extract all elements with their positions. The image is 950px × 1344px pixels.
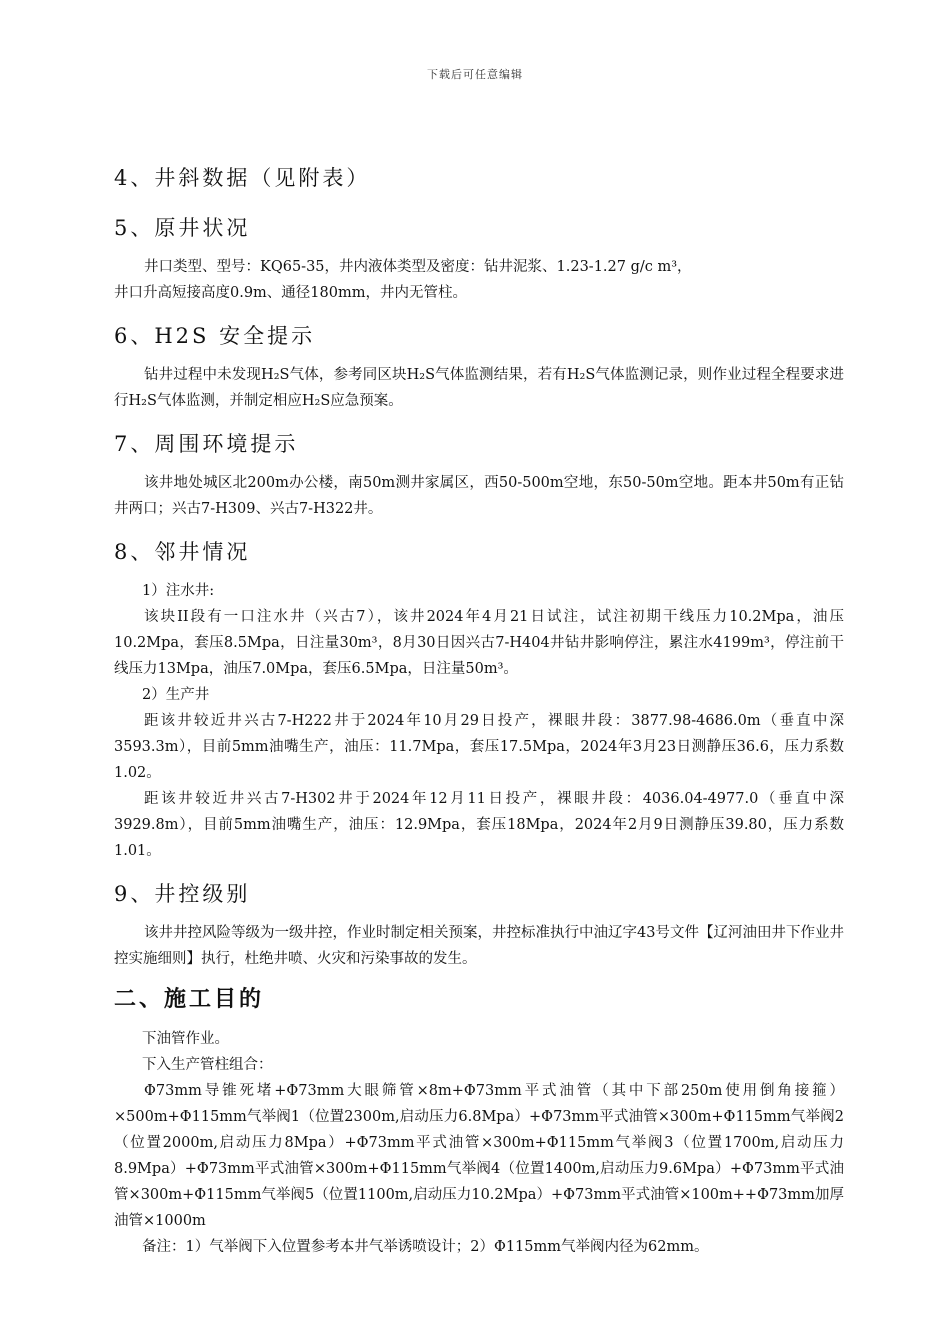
section-9-para-1: 该井井控风险等级为一级井控，作业时制定相关预案，井控标准执行中油辽字43号文件【辽河油田井下作业井控实施细则】执行，杜绝井喷、火灾和污染事故的发生。 <box>114 925 844 967</box>
section-8-title: 8、邻井情况 <box>114 540 251 564</box>
section-8-para-2: 距该井较近井兴古7-H222井于2024年10月29日投产，裸眼井段：3877.98-4686.0m（垂直中深3593.3m），目前5mm油嘴生产，油压：11.7Mpa，套压17.5Mpa，2024年3月23日测静压36.6，压力系数1.02。 <box>114 713 844 781</box>
section-7-title: 7、周围环境提示 <box>114 432 299 456</box>
document-body <box>114 162 844 1260</box>
section-8-para-1: 该块II段有一口注水井（兴古7），该井2024年4月21日试注，试注初期干线压力10.2Mpa，油压10.2Mpa，套压8.5Mpa，日注量30m³，8月30日因兴古7-H404井钻井影响停注，累注水4199m³，停注前干线压力13Mpa，油压7.0Mpa，套压6.5Mpa，日注量50m³。 <box>114 609 844 677</box>
section-8-sub-2: 2）生产井 <box>142 687 210 703</box>
section-7-para-1: 该井地处城区北200m办公楼，南50m测井家属区，西50-500m空地，东50-50m空地。距本井50m有正钻井两口；兴古7-H309、兴古7-H322井。 <box>114 475 844 517</box>
section-9-title: 9、井控级别 <box>114 882 251 906</box>
section-8-para-3: 距该井较近井兴古7-H302井于2024年12月11日投产，裸眼井段：4036.04-4977.0（垂直中深3929.8m），目前5mm油嘴生产，油压：12.9Mpa，套压18Mpa，2024年2月9日测静压39.80，压力系数1.01。 <box>114 791 844 859</box>
section-8-sub-1: 1）注水井: <box>142 583 215 599</box>
section-5-title: 5、原井状况 <box>114 216 251 240</box>
section-6-para-1: 钻井过程中未发现H₂S气体，参考同区块H₂S气体监测结果，若有H₂S气体监测记录，则作业过程全程要求进行H₂S气体监测，并制定相应H₂S应急预案。 <box>114 367 844 409</box>
part-2-para-1: 下油管作业。 <box>142 1031 229 1047</box>
section-6-title: 6、H2S 安全提示 <box>114 324 316 348</box>
section-5-para-2: 井口升高短接高度0.9m、通径180mm，井内无管柱。 <box>114 285 467 301</box>
part-2-para-4: 备注：1）气举阀下入位置参考本井气举诱喷设计；2）Φ115mm气举阀内径为62mm。 <box>142 1239 709 1255</box>
header-note: 下载后可任意编辑 <box>427 68 523 81</box>
part-2-title: 二、施工目的 <box>114 986 265 1012</box>
section-4-title: 4、井斜数据（见附表） <box>114 166 371 190</box>
section-5-para-1: 井口类型、型号：KQ65-35，井内液体类型及密度：钻井泥浆、1.23-1.27 g/c m³， <box>144 259 692 275</box>
part-2-para-3: Φ73mm导锥死堵+Φ73mm大眼筛管×8m+Φ73mm平式油管（其中下部250m使用倒角接箍）×500m+Φ115mm气举阀1（位置2300m,启动压力6.8Mpa）+Φ73mm平式油管×300m+Φ115mm气举阀2（位置2000m,启动压力8Mpa）+Φ73mm平式油管×300m+Φ115mm气举阀3（位置1700m,启动压力8.9Mpa）+Φ73mm平式油管×300m+Φ115mm气举阀4（位置1400m,启动压力9.6Mpa）+Φ73mm平式油管×300m+Φ115mm气举阀5（位置1100m,启动压力10.2Mpa）+Φ73mm平式油管×100m++Φ73mm加厚油管×1000m <box>114 1083 844 1229</box>
part-2-para-2: 下入生产管柱组合： <box>142 1057 273 1073</box>
